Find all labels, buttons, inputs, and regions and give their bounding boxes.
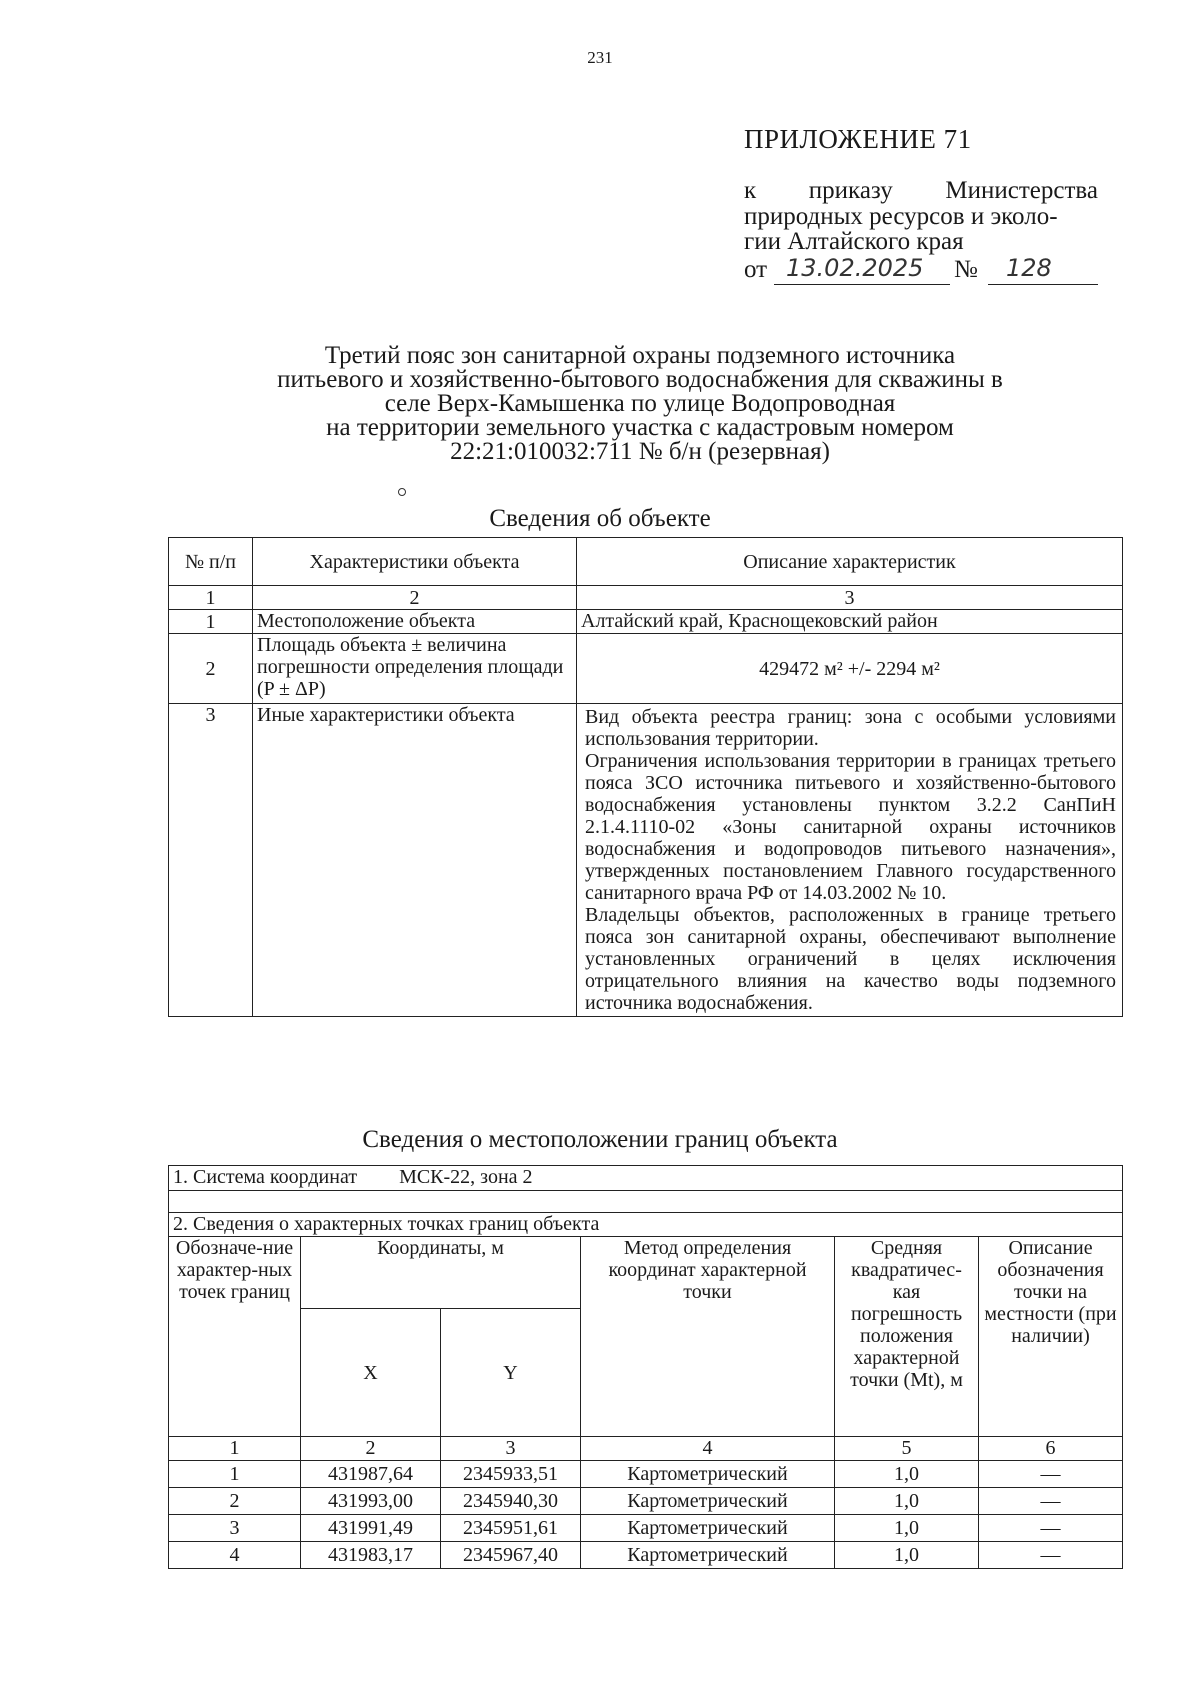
handwritten-number: 128 [1006, 254, 1052, 282]
title-line: селе Верх-Камышенка по улице Водопроводная [384, 390, 896, 417]
row-description: 429472 м² +/- 2294 м² [577, 634, 1123, 704]
point-description: — [979, 1488, 1123, 1515]
table-row [169, 1461, 1123, 1488]
row-num: 3 [169, 704, 253, 1017]
point-error: 1,0 [835, 1542, 979, 1569]
table-row [169, 1542, 1123, 1569]
spacer-row [169, 1191, 1123, 1213]
row-description: Алтайский край, Краснощековский район [577, 610, 1123, 634]
row-num: 1 [169, 610, 253, 634]
point-method: Картометрический [581, 1515, 835, 1542]
order-word-ministry: Министерства [945, 177, 1098, 204]
header-error: Средняя квадратичес-кая погрешность положения характерной точки (Mt), м [835, 1237, 979, 1437]
stray-mark [398, 488, 406, 496]
header-characteristic: Характеристики объекта [253, 538, 577, 586]
point-y: 2345951,61 [441, 1515, 581, 1542]
order-word-k: к [744, 177, 757, 204]
table-row [169, 1488, 1123, 1515]
table-row [169, 704, 1123, 1017]
point-id: 2 [169, 1488, 301, 1515]
object-table [168, 537, 1123, 1017]
header-coords: Координаты, м [301, 1237, 581, 1309]
point-y: 2345933,51 [441, 1461, 581, 1488]
index-cell: 1 [169, 1437, 301, 1461]
point-description: — [979, 1515, 1123, 1542]
title-line: 22:21:010032:711 № б/н (резервная) [450, 438, 830, 465]
point-x: 431983,17 [301, 1542, 441, 1569]
header-row [169, 1237, 1123, 1309]
coord-system-label: 1. Система координат [173, 1166, 358, 1188]
object-section-heading: Сведения об объекте [489, 505, 711, 532]
order-line-1 [744, 177, 1098, 204]
order-word-prikazu: приказу [808, 177, 893, 204]
point-error: 1,0 [835, 1461, 979, 1488]
index-cell: 3 [577, 586, 1123, 610]
location-table [168, 1165, 1123, 1569]
header-x: X [301, 1309, 441, 1437]
point-error: 1,0 [835, 1515, 979, 1542]
header-description: Описание характеристик [577, 538, 1123, 586]
row-num: 2 [169, 634, 253, 704]
coord-system-value: МСК-22, зона 2 [399, 1166, 533, 1188]
header-y: Y [441, 1309, 581, 1437]
header-designation: Обозначе-ние характер-ных точек границ [169, 1237, 301, 1437]
title-line: питьевого и хозяйственно-бытового водоснабжения для скважины в [277, 366, 1003, 393]
location-section-heading: Сведения о местоположении границ объекта [362, 1126, 838, 1153]
point-x: 431991,49 [301, 1515, 441, 1542]
page-number: 231 [587, 48, 613, 67]
index-cell: 2 [301, 1437, 441, 1461]
header-num: № п/п [169, 538, 253, 586]
index-cell: 2 [253, 586, 577, 610]
title-line: Третий пояс зон санитарной охраны подземного источника [324, 342, 956, 369]
order-number-label: № [954, 256, 978, 283]
number-underline [988, 284, 1098, 285]
row-description-other [577, 704, 1123, 1017]
point-y: 2345940,30 [441, 1488, 581, 1515]
description-paragraph: Вид объекта реестра границ: зона с особыми условиями использования территории. [585, 706, 1116, 750]
coord-system-cell [169, 1166, 1123, 1191]
date-underline [774, 284, 950, 285]
order-line-2: природных ресурсов и эколо- [744, 203, 1058, 230]
point-error: 1,0 [835, 1488, 979, 1515]
handwritten-date: 13.02.2025 [786, 254, 924, 282]
point-method: Картометрический [581, 1488, 835, 1515]
index-row [169, 1437, 1123, 1461]
order-line-3: гии Алтайского края [744, 228, 964, 255]
point-method: Картометрический [581, 1461, 835, 1488]
table-row [169, 634, 1123, 704]
index-cell: 3 [441, 1437, 581, 1461]
point-x: 431987,64 [301, 1461, 441, 1488]
document-title [200, 344, 1080, 464]
index-cell: 6 [979, 1437, 1123, 1461]
row-characteristic: Местоположение объекта [253, 610, 577, 634]
index-cell: 4 [581, 1437, 835, 1461]
table-row [169, 610, 1123, 634]
points-label-row [169, 1213, 1123, 1237]
point-description: — [979, 1542, 1123, 1569]
point-y: 2345967,40 [441, 1542, 581, 1569]
point-description: — [979, 1461, 1123, 1488]
header-method: Метод определения координат характерной точки [581, 1237, 835, 1437]
order-date-number [744, 256, 1100, 288]
table-row [169, 1515, 1123, 1542]
header-point-description: Описание обозначения точки на местности (при наличии) [979, 1237, 1123, 1437]
spacer-cell [169, 1191, 1123, 1213]
point-x: 431993,00 [301, 1488, 441, 1515]
index-cell: 1 [169, 586, 253, 610]
index-cell: 5 [835, 1437, 979, 1461]
description-paragraph: Владельцы объектов, расположенных в границе третьего пояса зон санитарной охраны, обеспечивают выполнение установленных ограничений в целях исключения отрицательного влияния на качество воды подземного источника водоснабжения. [585, 904, 1116, 1014]
point-id: 1 [169, 1461, 301, 1488]
row-characteristic: Иные характеристики объекта [253, 704, 577, 1017]
points-label: 2. Сведения о характерных точках границ объекта [169, 1213, 1123, 1237]
description-paragraph: Ограничения использования территории в границах третьего пояса ЗСО источника питьевого и хозяйственно-бытового водоснабжения установлены пунктом 3.2.2 СанПиН 2.1.4.1110-02 «Зоны санитарной охраны источников водоснабжения и водопроводов питьевого назначения», утвержденных постановлением Главного государственного санитарного врача РФ от 14.03.2002 № 10. [585, 750, 1116, 904]
point-id: 4 [169, 1542, 301, 1569]
coord-system-row [169, 1166, 1123, 1191]
order-from-label: от [744, 256, 768, 283]
appendix-title: ПРИЛОЖЕНИЕ 71 [744, 124, 972, 154]
point-id: 3 [169, 1515, 301, 1542]
table-header-row [169, 538, 1123, 586]
table-index-row [169, 586, 1123, 610]
point-method: Картометрический [581, 1542, 835, 1569]
row-characteristic: Площадь объекта ± величина погрешности определения площади (P ± ΔP) [253, 634, 577, 704]
title-line: на территории земельного участка с кадастровым номером [326, 414, 954, 441]
